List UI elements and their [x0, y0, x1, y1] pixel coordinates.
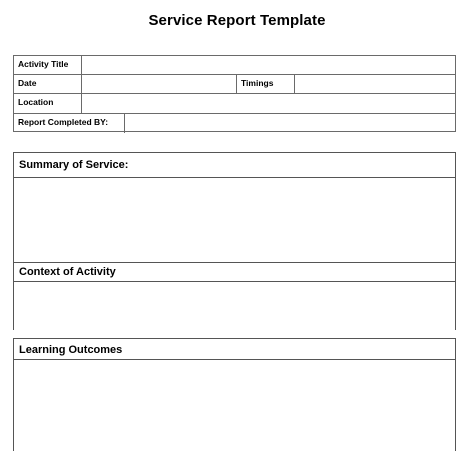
report-completed-by-field[interactable]	[125, 114, 456, 132]
summary-context-box	[13, 152, 456, 330]
page-title: Service Report Template	[148, 12, 326, 29]
learning-outcomes-box	[13, 338, 456, 451]
report-completed-by-label: Report Completed BY:	[18, 117, 109, 127]
timings-label: Timings	[241, 78, 274, 88]
context-area[interactable]	[14, 282, 455, 331]
date-field[interactable]	[82, 75, 236, 93]
info-table	[13, 55, 456, 132]
activity-title-field[interactable]	[82, 56, 456, 74]
activity-title-label: Activity Title	[18, 59, 69, 69]
summary-header: Summary of Service:	[19, 159, 129, 171]
context-header: Context of Activity	[19, 266, 116, 278]
location-field[interactable]	[82, 94, 456, 113]
timings-field[interactable]	[295, 75, 456, 93]
location-label: Location	[18, 97, 54, 107]
learning-outcomes-header: Learning Outcomes	[19, 344, 123, 356]
date-label: Date	[18, 78, 37, 88]
summary-area[interactable]	[14, 178, 455, 262]
learning-outcomes-area[interactable]	[14, 360, 455, 452]
